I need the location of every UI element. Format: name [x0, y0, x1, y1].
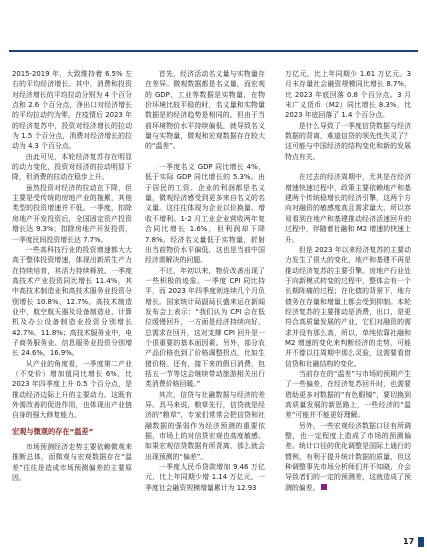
paragraph: 当前存在的“温差”与市场的预期产生了一些偏差，在经济复苏回升时，也需要借助更多对数据的“有色眼镜”，要切换到高质量发展的新思路上，一些经济的“温差”可能并不能更好理解。	[285, 369, 411, 420]
page-number: 17	[403, 537, 415, 546]
text-column-2	[145, 69, 265, 493]
paragraph: 由此可见，本轮经济复苏存在明显的动力变化，投资对经济的拉动明显下降，但消费的拉动在稳步上升。	[12, 152, 132, 182]
section-heading: 宏观与微观的存在“温差”	[12, 426, 94, 436]
paragraph: 市场预测经济走势主要依赖微观来推断总体，而微观与宏观数据存在“温差”往往是造成市场预测偏差的主要原因。	[12, 443, 132, 483]
paragraph: 是什么导致了一季度信贷数据与经济数据的背离，难道信贷的领先性失灵了？这可能与中国经济的结构变化和新的发展特点有关。	[285, 121, 411, 161]
paragraph: 2015-2019 年，大致维持着 6.5% 左右的平均经济增长。其中，消费和投资对经济增长的平均拉动分别为 4 个百分点和 2.6 个百分点，净出口对经济增长的平均拉动约为零。在疫情后 2023 年的经济复苏中，投资对经济增长的拉动为 1.5 个百分点，消费对经济增长的拉动为 4.3 个百分点。	[12, 70, 132, 151]
paragraph: 虽然投资对经济的拉动在下降，但主要是受传统的房地产业的拖累，其他类型的投资增速并不低。一季度，扣除房地产开发投资后，全国固定资产投资增长达 9.3%；扣除房地产开发投资，一季度民间投资增长达 7.7%。	[12, 183, 132, 244]
header-rule	[9, 50, 418, 52]
paragraph: 一季度人民币贷款增加 9.46 万亿元，比上年同期少增 1.14 万亿元。一季度社会融资规模增量累计为 12.93	[145, 463, 265, 492]
paragraph: 一季度名义 GDP 同比增长 4%，低于实际 GDP 同比增长的 5.3%。由于居民的工资、企业的利润都是名义量，微观经济感受到更多来自名义的名义量。这往往体现为企业以价换量、增收不增利。1-2 月工业企业营收两年复合同比增长 1.6%，但利润却下降 7.8%。经济名义量低于实物量，折射出当前物价水平偏低，这也是当前中国经济需解决的问题。	[145, 163, 265, 265]
end-of-article-mark	[321, 484, 327, 490]
paragraph: 一些高科技行业的投资增速都大大高于整体投资增速，体现出新质生产力在持续培育，其活力持续释放。一季度高技术产业投资同比增长 11.4%，其中高技术制造业和高技术服务业投资分别增长 10.8%、12.7%。高技术制造业中，航空航天器及设备制造业、计算机及办公设备制造业投资分别增长 42.7%、11.8%；高技术服务业中，电子商务服务业、信息服务业投资分别增长 24.6%、16.9%。	[12, 245, 132, 358]
text-column-1	[12, 69, 132, 483]
paragraph: 但是 2023 年以来经济复苏的主要动力发生了很大的变化，地产和基建不再是推动经济复苏的主要引擎。房地产行业处于向新模式转变的过程中，整体会有一个长期阵痛的过程；在化债的背景下，地方债务在存量和增量上都会受到抑制。本轮经济复苏的主要推动是消费，出口，是更符合高质量发展的产业，它们对融资的需求并没有那么高，所以，单纯依靠社融和 M2 增速的变化来判断经济的走势，可能并不像以往周期中那么灵验，这需要看借信贷和社融结构的变化。	[285, 245, 411, 368]
paragraph: 其次，信贷与社融数据与经济的差异。具马来说，粮草先行，信贷就是经济的“粮草”，专家们常常会把信贷和社融数据的强弱作为经济预测的重要依据，市场上的对信贷宏观也高度敏感。如果宏观信贷数据有所背离，那么就会出现预测的“偏差”。	[145, 390, 265, 461]
paragraph: 首先，经济活动名义量与实物量存在差异。微观数据都是名义量，而宏观的 GDP、工业等数据是实物量，在物价环境比较平稳的时，名义量和实物量数据是的经济趋势是相同的。但由于当前环境物价水平持续偏低，就导致名义量与实物量，微观和宏观数据存在较大的“温差”。	[145, 70, 265, 151]
paragraph: 不过，年初以来，物价改善出现了一些积极的迹象。一季度 CPI 同比持平，而 2023 年四季度则连续几个月负增长。国家统计局副局长盛来运在新闻发布会上表示：“我们认为 CPI 会在低位缓慢回升，一方面是经济持续向好，总需求在回升，这对支撑 CPI 回升是一个很重要的基本面因素。另外，部分农产品价格也到了价格调整拐点，比如生猪价格。还有，接下来的假日消费，包括五一节等这会继续带动旅游相关出行类消费价格回暖。”	[145, 266, 265, 389]
paragraph: 万亿元，比上年同期少 1.61 万亿元。3 月末存量社会融资规模同比增长 8.7%，比 2023 年底回落 0.8 个百分点。3 月末广义货币（M2）同比增长 8.3%，比 2023 年底回落了 1.4 个百分点。	[285, 70, 411, 120]
text-column-3	[285, 69, 411, 493]
paragraph-final	[285, 421, 411, 493]
paragraph: 在过去的经济周期中，尤其是在经济增速快速过程中，政策主要依赖地产和基建两个传统稳增长的经济引擎，这两个方向对融资的敏感度高且需求量大，所以容易看到在地产和基建推动经济活速回升的过程中，伴随着社融和 M2 增速的快速上升。	[285, 173, 411, 244]
paragraph: 从产业的角度看，一季度第二产业（不变价）增加值同比增长 6%，比 2023 年四季度上升 0.5 个百分点，是推动经济边际上升的主要动力。这既有外需改善的促进作用，也体现出产业链自身的强大修复能力。	[12, 359, 132, 420]
paragraph-text: 另外，一些宏观经济数据口径有所调整，也一定程度上造成了市场的预测偏差。统计口径的优化调整是国际上通行的惯例，有利于提升统计数据的质量，但这种调整事先市场分析师们并不知晓，介会导致者们的一定的预测差，这就造成了预测的偏差。	[285, 421, 411, 492]
footer-accent-bar	[418, 537, 424, 547]
